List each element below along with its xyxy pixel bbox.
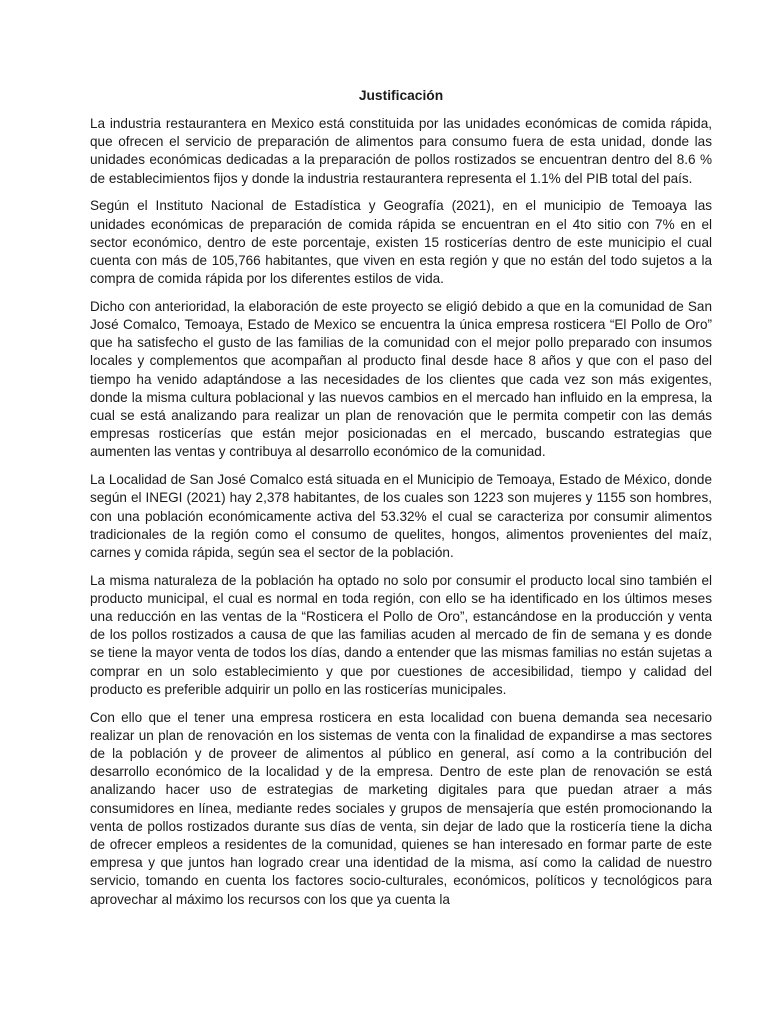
paragraph-3: Dicho con anterioridad, la elaboración de este proyecto se eligió debido a que en la comunidad de San José Comalco, Temoaya, Estado de Mexico se encuentra la única empresa rosticera “El Pollo de Oro” que ha satisfecho el gusto de las familias de la comunidad con el mejor pollo preparado con insumos locales y complementos que acompañan al producto final desde hace 8 años y que con el paso del tiempo ha venido adaptándose a las necesidades de los clientes que cada vez son más exigentes, donde la misma cultura poblacional y las nuevos cambios en el mercado han influido en la empresa, la cual se está analizando para realizar un plan de renovación que le permita competir con las demás empresas rosticerías que están mejor posicionadas en el mercado, buscando estrategias que aumenten las ventas y contribuya al desarrollo económico de la comunidad. [90, 298, 712, 460]
paragraph-6: Con ello que el tener una empresa rosticera en esta localidad con buena demanda sea necesario realizar un plan de renovación en los sistemas de venta con la finalidad de expandirse a mas sectores de la población y de proveer de alimentos al público en general, así como a la contribución del desarrollo económico de la localidad y de la empresa. Dentro de este plan de renovación se está analizando hacer uso de estrategias de marketing digitales para que puedan atraer a más consumidores en línea, mediante redes sociales y grupos de mensajería que estén promocionando la venta de pollos rostizados durante sus días de venta, sin dejar de lado que la rosticería tiene la dicha de ofrecer empleos a residentes de la comunidad, quienes se han interesado en formar parte de este empresa y que juntos han logrado crear una identidad de la misma, así como la calidad de nuestro servicio, tomando en cuenta los factores socio-culturales, económicos, políticos y tecnológicos para aprovechar al máximo los recursos con los que ya cuenta la [90, 709, 712, 907]
paragraph-5: La misma naturaleza de la población ha optado no solo por consumir el producto local sino también el producto municipal, el cual es normal en toda región, con ello se ha identificado en los últimos meses una reducción en las ventas de la “Rosticera el Pollo de Oro”, estancándose en la producción y venta de los pollos rostizados a causa de que las familias acuden al mercado de fin de semana y es donde se tiene la mayor venta de todos los días, dando a entender que las mismas familias no están sujetas a comprar en un solo establecimiento y que por cuestiones de accesibilidad, tiempo y calidad del producto es preferible adquirir un pollo en las rosticerías municipales. [90, 572, 712, 697]
paragraph-1: La industria restaurantera en Mexico está constituida por las unidades económicas de comida rápida, que ofrecen el servicio de preparación de alimentos para consumo fuera de esta unidad, donde las unidades económicas dedicadas a la preparación de pollos rostizados se encuentran dentro del 8.6 % de establecimientos fijos y donde la industria restaurantera representa el 1.1% del PIB total del país. [90, 116, 712, 186]
document-body [90, 86, 712, 909]
paragraph-4: La Localidad de San José Comalco está situada en el Municipio de Temoaya, Estado de México, donde según el INEGI (2021) hay 2,378 habitantes, de los cuales son 1223 son mujeres y 1155 son hombres, con una población económicamente activa del 53.32% el cual se caracteriza por consumir alimentos tradicionales de la región como el consumo de quelites, hongos, alimentos provenientes del maíz, carnes y comida rápida, según sea el sector de la población. [90, 472, 712, 560]
paragraph-2: Según el Instituto Nacional de Estadística y Geografía (2021), en el municipio de Temoaya las unidades económicas de preparación de comida rápida se encuentran en el 4to sitio con 7% en el sector económico, dentro de este porcentaje, existen 15 rosticerías dentro de este municipio el cual cuenta con más de 105,766 habitantes, que viven en esta región y que no están del todo sujetos a la compra de comida rápida por los diferentes estilos de vida. [90, 198, 712, 287]
page-title: Justificación [358, 88, 444, 103]
